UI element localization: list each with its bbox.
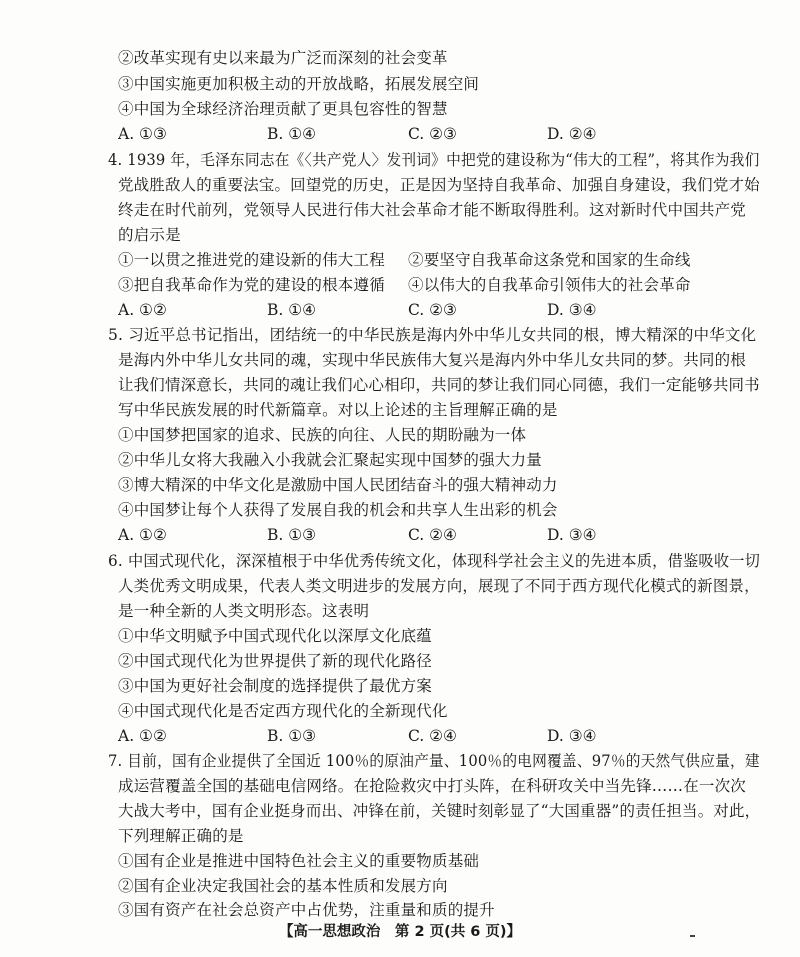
top-choice-4: ④中国为全球经济治理贡献了更具包容性的智慧 — [118, 100, 448, 118]
scan-mark — [690, 935, 695, 937]
page-footer: 【高一思想政治 第 2 页(共 6 页)】 — [278, 924, 522, 940]
top-option-c: C. ②③ — [408, 125, 457, 143]
top-choice-3: ③中国实施更加积极主动的开放战略，拓展发展空间 — [118, 75, 480, 93]
q5-stem-line-2: 是海内外中华儿女共同的魂，实现中华民族伟大复兴是海内外中华儿女共同的梦。共同的根 — [118, 351, 747, 369]
q6-stem-line-1: 6. 中国式现代化，深深植根于中华优秀传统文化，体现科学社会主义的先进本质，借鉴吸收一切 — [108, 552, 761, 570]
top-option-a: A. ①③ — [118, 125, 167, 143]
q6-choice-1: ①中华文明赋予中国式现代化以深厚文化底蕴 — [118, 627, 433, 645]
q5-stem-line-4: 写中华民族发展的时代新篇章。对以上论述的主旨理解正确的是 — [118, 401, 558, 419]
q5-stem-line-3: 让我们情深意长，共同的魂让我们心心相印，共同的梦让我们同心同德，我们一定能够共同书 — [118, 376, 760, 394]
q6-choice-2: ②中国式现代化为世界提供了新的现代化路径 — [118, 652, 433, 670]
q6-choice-4: ④中国式现代化是否定西方现代化的全新现代化 — [118, 702, 448, 720]
q6-option-c: C. ②④ — [408, 727, 457, 745]
top-option-b: B. ①④ — [267, 125, 317, 143]
q7-stem-line-2: 成运营覆盖全国的基础电信网络。在抢险救灾中打头阵，在科研攻关中当先锋……在一次次 — [118, 777, 747, 795]
q4-choice-1: ①一以贯之推进党的建设新的伟大工程 — [118, 251, 385, 269]
q6-stem-line-3: 是一种全新的人类文明形态。这表明 — [118, 602, 370, 620]
q6-choice-3: ③中国为更好社会制度的选择提供了最优方案 — [118, 677, 433, 695]
q5-option-a: A. ①② — [118, 526, 167, 544]
q5-choice-4: ④中国梦让每个人获得了发展自我的机会和共享人生出彩的机会 — [118, 501, 558, 519]
q5-choice-3: ③博大精深的中华文化是激励中国人民团结奋斗的强大精神动力 — [118, 476, 558, 494]
q4-stem-line-4: 的启示是 — [118, 226, 181, 244]
q4-option-c: C. ②③ — [408, 301, 457, 319]
q6-option-d: D. ③④ — [547, 727, 597, 745]
q5-choice-2: ②中华儿女将大我融入小我就会汇聚起实现中国梦的强大力量 — [118, 451, 542, 469]
q7-choice-1: ①国有企业是推进中国特色社会主义的重要物质基础 — [118, 852, 480, 870]
q5-option-c: C. ②④ — [408, 526, 457, 544]
q7-choice-3: ③国有资产在社会总资产中占优势，注重量和质的提升 — [118, 901, 495, 919]
q4-stem-line-3: 终走在时代前列，党领导人民进行伟大社会革命才能不断取得胜利。这对新时代中国共产党 — [118, 201, 747, 219]
q4-stem-line-2: 党战胜敌人的重要法宝。回望党的历史，正是因为坚持自我革命、加强自身建设，我们党才始 — [118, 176, 760, 194]
q4-choice-4: ④以伟大的自我革命引领伟大的社会革命 — [408, 276, 691, 294]
q4-option-d: D. ③④ — [547, 301, 597, 319]
q4-choice-3: ③把自我革命作为党的建设的根本遵循 — [118, 276, 385, 294]
q6-option-a: A. ①② — [118, 727, 167, 745]
top-option-d: D. ②④ — [547, 125, 597, 143]
q7-stem-line-1: 7. 目前，国有企业提供了全国近 100％的原油产量、100％的电网覆盖、97％的天然气供应量，建 — [108, 752, 760, 770]
q4-choice-2: ②要坚守自我革命这条党和国家的生命线 — [408, 251, 691, 269]
q4-option-b: B. ①④ — [267, 301, 317, 319]
q4-option-a: A. ①② — [118, 301, 167, 319]
q7-stem-line-3: 大战大考中，国有企业挺身而出、冲锋在前，关键时刻彰显了“大国重器”的责任担当。对此， — [118, 802, 761, 820]
q5-stem-line-1: 5. 习近平总书记指出，团结统一的中华民族是海内外中华儿女共同的根，博大精深的中华文化 — [108, 326, 757, 344]
q6-stem-line-2: 人类优秀文明成果，代表人类文明进步的发展方向，展现了不同于西方现代化模式的新图景， — [118, 577, 760, 595]
q6-option-b: B. ①③ — [267, 727, 317, 745]
top-choice-2: ②改革实现有史以来最为广泛而深刻的社会变革 — [118, 49, 448, 67]
q5-option-d: D. ③④ — [547, 526, 597, 544]
q5-choice-1: ①中国梦把国家的追求、民族的向往、人民的期盼融为一体 — [118, 426, 527, 444]
q7-choice-2: ②国有企业决定我国社会的基本性质和发展方向 — [118, 877, 448, 895]
q5-option-b: B. ①③ — [267, 526, 317, 544]
q7-stem-line-4: 下列理解正确的是 — [118, 827, 244, 845]
q4-stem-line-1: 4. 1939 年，毛泽东同志在《〈共产党人〉发刊词》中把党的建设称为“伟大的工程”，将其作为我们 — [108, 151, 760, 169]
